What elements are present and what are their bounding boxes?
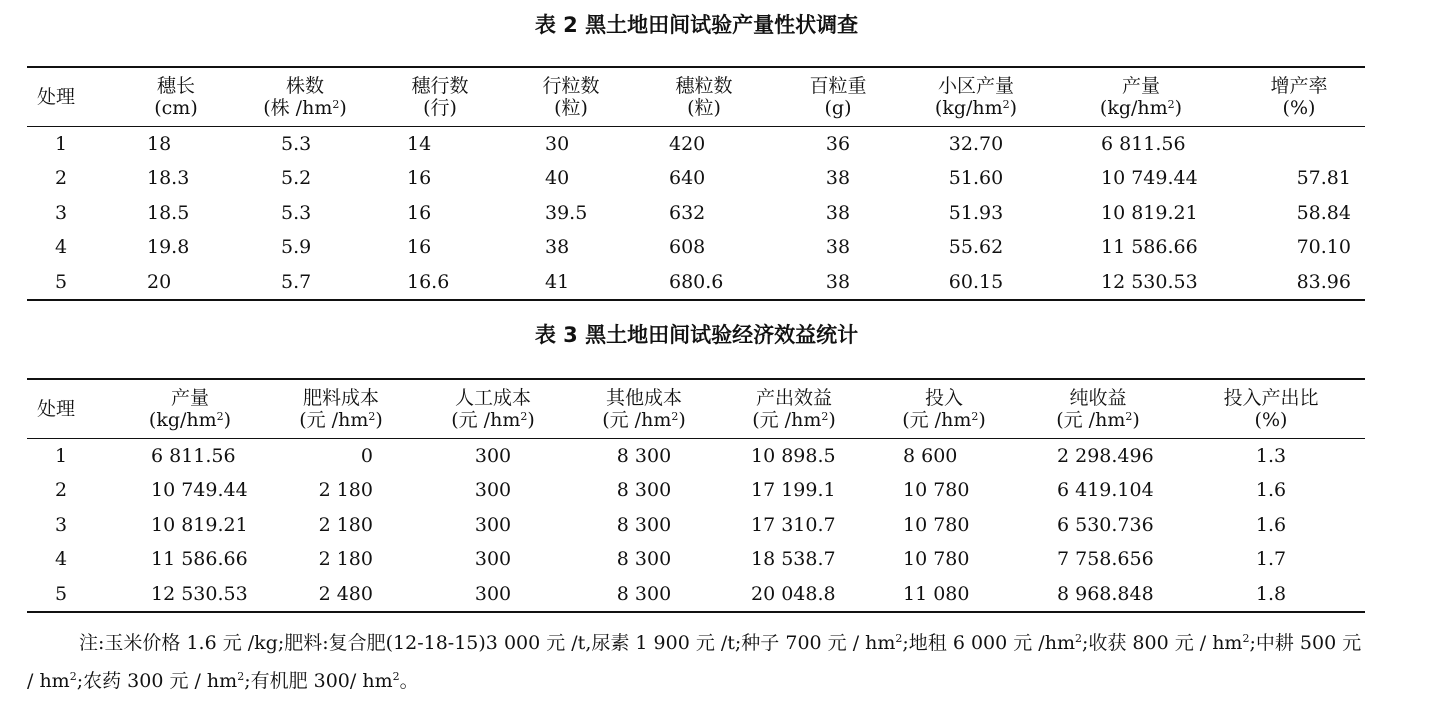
table-cell: 1 [55, 132, 68, 155]
table3-header: 投入产出比 (%) [1177, 379, 1365, 438]
table-cell: 1.6 [1255, 513, 1287, 536]
table-cell: 32.70 [948, 132, 1004, 155]
table-cell: 17 199.1 [751, 479, 836, 502]
table-row [27, 508, 1365, 543]
table-cell: 20 048.8 [751, 582, 836, 605]
table3-header: 纯收益 (元 $/hm^2$) [1019, 379, 1177, 438]
table-cell: 83.96 [1296, 270, 1351, 293]
table-cell: 17 310.7 [751, 513, 836, 536]
table-cell: 4 [55, 548, 68, 571]
table-cell: 300 [474, 444, 512, 467]
table-cell: 5.3 [281, 201, 312, 224]
table2-header-row [27, 67, 1365, 126]
table-cell: 300 [474, 513, 512, 536]
table-cell: 51.60 [948, 167, 1004, 190]
table-cell: 11 586.66 [1101, 236, 1198, 259]
table-cell: 38 [825, 236, 851, 259]
table3-header: 处理 [27, 379, 115, 438]
table-row [27, 196, 1365, 231]
table2-header: 行粒数 (粒) [507, 67, 635, 126]
table3-header: 人工成本 (元 $/hm^2$) [417, 379, 569, 438]
table-cell: 20 [147, 270, 172, 293]
table-cell: 1.8 [1255, 582, 1287, 605]
table-cell [1233, 126, 1365, 161]
table-cell: 38 [825, 201, 851, 224]
table-cell: 5.9 [281, 236, 312, 259]
table-cell: 16 [407, 236, 432, 259]
table2-header: 穗粒数 (粒) [635, 67, 773, 126]
table-cell: 10 780 [903, 548, 970, 571]
table-row [27, 161, 1365, 196]
table-cell: 18.3 [147, 167, 190, 190]
table-cell: 2 180 [318, 479, 373, 502]
table2-caption: 表 2 黑土地田间试验产量性状调查 [534, 13, 859, 37]
table3-header: 产出效益 (元 $/hm^2$) [719, 379, 869, 438]
table-cell: 5.2 [281, 167, 312, 190]
table-cell: 40 [545, 167, 570, 190]
table-cell: 10 898.5 [751, 444, 836, 467]
table-cell: 19.8 [147, 236, 190, 259]
table-cell: 14 [407, 132, 432, 155]
table3-header: 产量 $(kg/hm^2)$ [115, 379, 265, 438]
table-cell: 16 [407, 167, 432, 190]
table2-header: 产量 $(kg/hm^2)$ [1049, 67, 1233, 126]
table-cell: 55.62 [948, 236, 1004, 259]
table-cell: 12 530.53 [151, 582, 248, 605]
table-cell: 16 [407, 201, 432, 224]
table-cell: 2 [55, 479, 68, 502]
table-cell: 58.84 [1296, 201, 1351, 224]
table-cell: 8 300 [616, 582, 672, 605]
table-cell: 8 300 [616, 513, 672, 536]
table-cell: 2 [55, 167, 68, 190]
table-cell: 2 480 [318, 582, 373, 605]
table-cell: 608 [669, 236, 706, 259]
table-cell: 300 [474, 479, 512, 502]
table2-header: 处理 [27, 67, 115, 126]
table-row [27, 230, 1365, 265]
table-cell: 70.10 [1296, 236, 1351, 259]
table-row [27, 473, 1365, 508]
table2-header: 百粒重 (g) [773, 67, 903, 126]
table-row [27, 265, 1365, 301]
table-cell: 38 [825, 167, 851, 190]
table-footnote: 注:玉米价格 1.6 元 /kg;肥料:复合肥(12-18-15)3 000 元 /t,尿素 1 900 元 /t;种子 700 元 / $hm^2$;地租 6 000 元 $/hm^2$;收获 800 元 / $hm^2$;中耕 500 元 / $hm^2$;农药 300 元 / $hm^2$;有机肥 300/ $hm^2$。 [27, 632, 1362, 692]
table-cell: 39.5 [545, 201, 588, 224]
yield-traits-table [27, 66, 1365, 301]
table-cell: 18 538.7 [751, 548, 836, 571]
table2-header: 小区产量 $(kg/hm^2)$ [903, 67, 1049, 126]
table-cell: 420 [669, 132, 706, 155]
table-cell: 30 [545, 132, 570, 155]
table-cell: 680.6 [669, 270, 724, 293]
table-cell: 8 300 [616, 479, 672, 502]
table2-header: 穗长 (cm) [115, 67, 237, 126]
table-cell: 1 [55, 444, 68, 467]
table-row [27, 577, 1365, 613]
table-cell: 640 [669, 167, 706, 190]
table3-header: 肥料成本 (元 $/hm^2$) [265, 379, 417, 438]
table-cell: 12 530.53 [1101, 270, 1198, 293]
table-cell: 1.6 [1255, 479, 1287, 502]
table-cell: 60.15 [948, 270, 1004, 293]
table2-header: 增产率 (%) [1233, 67, 1365, 126]
table3-caption: 表 3 黑土地田间试验经济效益统计 [534, 323, 859, 347]
table-cell: 5.7 [281, 270, 312, 293]
table-cell: 10 749.44 [1101, 167, 1198, 190]
table-cell: 18 [147, 132, 172, 155]
table-cell: 0 [360, 444, 373, 467]
table-cell: 6 811.56 [151, 444, 236, 467]
table-cell: 3 [55, 201, 68, 224]
table-cell: 8 300 [616, 548, 672, 571]
table-cell: 10 780 [903, 479, 970, 502]
table-cell: 4 [55, 236, 68, 259]
table-cell: 5 [55, 582, 68, 605]
table-cell: 57.81 [1296, 167, 1351, 190]
table-cell: 8 300 [616, 444, 672, 467]
table-cell: 11 080 [903, 582, 970, 605]
table-cell: 36 [825, 132, 851, 155]
table-cell: 5.3 [281, 132, 312, 155]
table-row [27, 438, 1365, 473]
economic-benefit-table [27, 378, 1365, 613]
table2-header: 株数 (株 $/hm^2$) [237, 67, 373, 126]
table-cell: 10 819.21 [151, 513, 248, 536]
table-cell: 6 811.56 [1101, 132, 1186, 155]
table3-header: 投入 (元 $/hm^2$) [869, 379, 1019, 438]
table2-header: 穗行数 (行) [373, 67, 507, 126]
table-cell: 10 819.21 [1101, 201, 1198, 224]
table3-header-row [27, 379, 1365, 438]
table-cell: 8 600 [903, 444, 958, 467]
table-cell: 18.5 [147, 201, 190, 224]
table-cell: 8 968.848 [1057, 582, 1154, 605]
table-cell: 6 419.104 [1057, 479, 1154, 502]
table-cell: 2 180 [318, 548, 373, 571]
table-cell: 1.7 [1255, 548, 1287, 571]
table-cell: 51.93 [948, 201, 1004, 224]
table-cell: 5 [55, 270, 68, 293]
table-cell: 41 [545, 270, 570, 293]
table-cell: 1.3 [1255, 444, 1287, 467]
table-row [27, 126, 1365, 161]
table-cell: 300 [474, 548, 512, 571]
table-cell: 7 758.656 [1057, 548, 1154, 571]
table-cell: 2 298.496 [1057, 444, 1154, 467]
table-cell: 10 780 [903, 513, 970, 536]
table-cell: 38 [825, 270, 851, 293]
table-cell: 300 [474, 582, 512, 605]
table-cell: 632 [669, 201, 706, 224]
table-cell: 10 749.44 [151, 479, 248, 502]
table-cell: 16.6 [407, 270, 450, 293]
table-row [27, 542, 1365, 577]
table-cell: 2 180 [318, 513, 373, 536]
table-cell: 11 586.66 [151, 548, 248, 571]
table-cell: 3 [55, 513, 68, 536]
table-cell: 38 [545, 236, 570, 259]
table-cell: 6 530.736 [1057, 513, 1154, 536]
table3-header: 其他成本 (元 $/hm^2$) [569, 379, 719, 438]
